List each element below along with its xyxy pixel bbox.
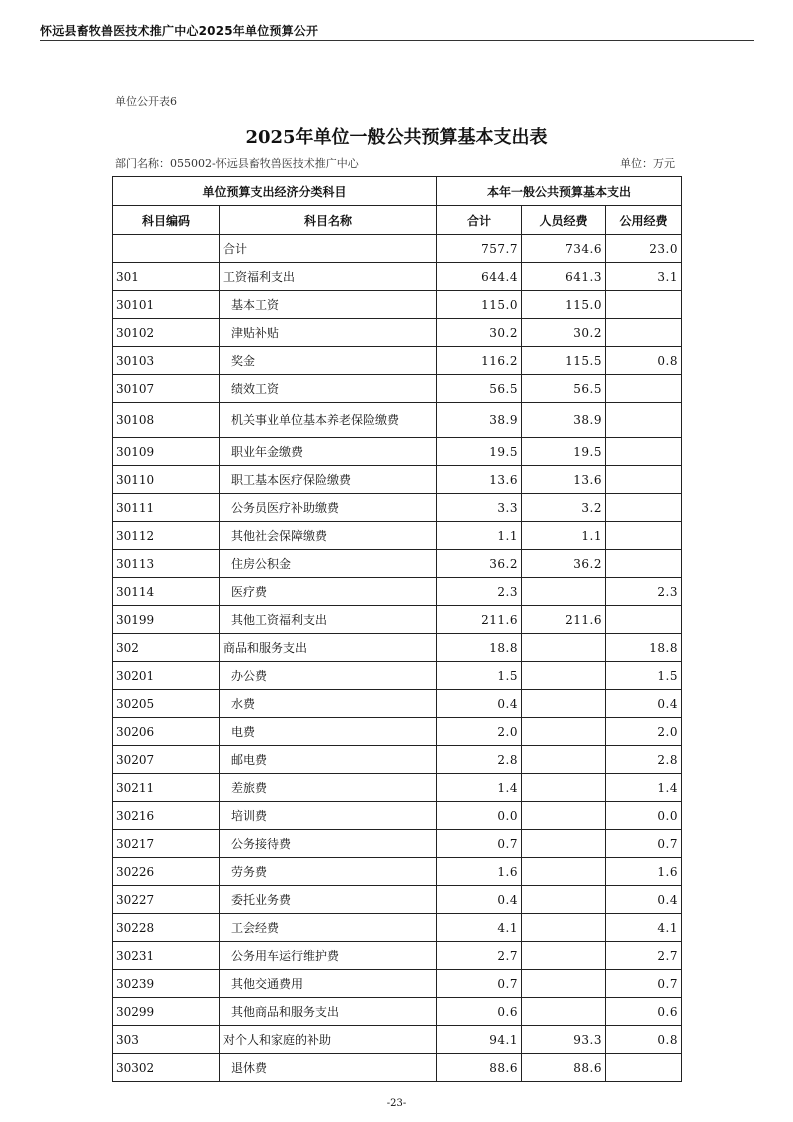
cell-name xyxy=(220,802,437,830)
cell-personnel: 30.2 xyxy=(522,319,606,347)
cell-name xyxy=(220,375,437,403)
table-row xyxy=(113,438,682,466)
cell-code: 30199 xyxy=(113,606,220,634)
cell-name xyxy=(220,522,437,550)
cell-public xyxy=(606,494,682,522)
table-row xyxy=(113,634,682,662)
cell-code: 30206 xyxy=(113,718,220,746)
cell-public xyxy=(606,291,682,319)
cell-public: 0.8 xyxy=(606,347,682,375)
table-row xyxy=(113,550,682,578)
cell-public: 3.1 xyxy=(606,263,682,291)
cell-code: 30113 xyxy=(113,550,220,578)
cell-personnel: 38.9 xyxy=(522,403,606,438)
cell-public: 23.0 xyxy=(606,235,682,263)
cell-personnel: 211.6 xyxy=(522,606,606,634)
table-row xyxy=(113,886,682,914)
cell-name-text: 住房公积金 xyxy=(231,556,292,571)
table-body xyxy=(113,235,682,1082)
cell-public: 0.4 xyxy=(606,886,682,914)
cell-personnel xyxy=(522,634,606,662)
column-header-code: 科目编码 xyxy=(113,206,220,235)
page-number: -23- xyxy=(386,1098,407,1109)
header-title: 怀远县畜牧兽医技术推广中心2025年单位预算公开 xyxy=(40,24,319,38)
cell-personnel xyxy=(522,802,606,830)
cell-code: 30299 xyxy=(113,998,220,1026)
cell-name xyxy=(220,403,437,438)
cell-total: 1.4 xyxy=(437,774,522,802)
cell-personnel xyxy=(522,830,606,858)
cell-total: 0.4 xyxy=(437,886,522,914)
cell-public: 0.7 xyxy=(606,970,682,998)
table-row xyxy=(113,466,682,494)
cell-public xyxy=(606,522,682,550)
cell-personnel: 56.5 xyxy=(522,375,606,403)
cell-total: 0.7 xyxy=(437,970,522,998)
cell-name xyxy=(220,914,437,942)
cell-personnel xyxy=(522,942,606,970)
cell-code: 30114 xyxy=(113,578,220,606)
table-row xyxy=(113,970,682,998)
cell-name-text: 电费 xyxy=(231,724,256,739)
cell-code: 30227 xyxy=(113,886,220,914)
cell-code xyxy=(113,235,220,263)
cell-code: 30110 xyxy=(113,466,220,494)
cell-total: 3.3 xyxy=(437,494,522,522)
table-row xyxy=(113,606,682,634)
cell-public xyxy=(606,1054,682,1082)
cell-total: 2.3 xyxy=(437,578,522,606)
cell-public xyxy=(606,466,682,494)
table-row xyxy=(113,662,682,690)
cell-code: 30302 xyxy=(113,1054,220,1082)
table-row xyxy=(113,690,682,718)
cell-code: 30207 xyxy=(113,746,220,774)
table-number: 单位公开表6 xyxy=(115,95,177,108)
cell-public xyxy=(606,375,682,403)
column-header-personnel: 人员经费 xyxy=(522,206,606,235)
cell-public: 1.5 xyxy=(606,662,682,690)
group-header-expenditure: 本年一般公共预算基本支出 xyxy=(437,177,682,206)
cell-name: 对个人和家庭的补助 xyxy=(220,1026,437,1054)
cell-public xyxy=(606,319,682,347)
cell-total: 4.1 xyxy=(437,914,522,942)
cell-name-text: 培训费 xyxy=(231,808,268,823)
table-row xyxy=(113,347,682,375)
header-divider xyxy=(40,40,754,41)
cell-name: 商品和服务支出 xyxy=(220,634,437,662)
table-row xyxy=(113,998,682,1026)
budget-table xyxy=(112,176,682,1082)
cell-personnel xyxy=(522,662,606,690)
cell-name-text: 职业年金缴费 xyxy=(231,444,304,459)
cell-name-text: 办公费 xyxy=(231,668,268,683)
table-row xyxy=(113,802,682,830)
cell-name xyxy=(220,886,437,914)
cell-name-text: 工会经费 xyxy=(231,920,280,935)
cell-name-text: 医疗费 xyxy=(231,584,268,599)
cell-total: 38.9 xyxy=(437,403,522,438)
table-row xyxy=(113,1054,682,1082)
table-row xyxy=(113,263,682,291)
table-row xyxy=(113,291,682,319)
cell-total: 1.6 xyxy=(437,858,522,886)
cell-personnel xyxy=(522,970,606,998)
cell-name-text: 公务接待费 xyxy=(231,836,292,851)
cell-name-text: 委托业务费 xyxy=(231,892,292,907)
cell-public: 0.7 xyxy=(606,830,682,858)
cell-total: 211.6 xyxy=(437,606,522,634)
department-name: 部门名称：055002-怀远县畜牧兽医技术推广中心 xyxy=(115,157,359,170)
cell-personnel: 13.6 xyxy=(522,466,606,494)
table-row xyxy=(113,235,682,263)
table-row xyxy=(113,319,682,347)
cell-public xyxy=(606,438,682,466)
cell-name xyxy=(220,494,437,522)
cell-name xyxy=(220,746,437,774)
cell-public: 0.6 xyxy=(606,998,682,1026)
cell-total: 0.4 xyxy=(437,690,522,718)
cell-code: 30226 xyxy=(113,858,220,886)
cell-name-text: 邮电费 xyxy=(231,752,268,767)
unit-label: 单位：万元 xyxy=(620,157,675,170)
cell-total: 88.6 xyxy=(437,1054,522,1082)
cell-name xyxy=(220,998,437,1026)
cell-name xyxy=(220,291,437,319)
cell-public: 2.8 xyxy=(606,746,682,774)
cell-total: 56.5 xyxy=(437,375,522,403)
cell-personnel: 93.3 xyxy=(522,1026,606,1054)
cell-public: 4.1 xyxy=(606,914,682,942)
cell-name-text: 其他工资福利支出 xyxy=(231,612,328,627)
table-row xyxy=(113,522,682,550)
table-row xyxy=(113,830,682,858)
cell-total: 2.0 xyxy=(437,718,522,746)
cell-code: 30103 xyxy=(113,347,220,375)
cell-public: 2.0 xyxy=(606,718,682,746)
cell-total: 0.7 xyxy=(437,830,522,858)
cell-personnel xyxy=(522,858,606,886)
cell-name xyxy=(220,319,437,347)
cell-code: 30231 xyxy=(113,942,220,970)
cell-personnel xyxy=(522,718,606,746)
cell-public: 18.8 xyxy=(606,634,682,662)
cell-code: 30109 xyxy=(113,438,220,466)
cell-code: 30239 xyxy=(113,970,220,998)
cell-name xyxy=(220,578,437,606)
cell-total: 2.7 xyxy=(437,942,522,970)
cell-personnel: 115.5 xyxy=(522,347,606,375)
cell-personnel: 19.5 xyxy=(522,438,606,466)
cell-name xyxy=(220,690,437,718)
cell-name xyxy=(220,942,437,970)
cell-name xyxy=(220,858,437,886)
cell-public: 0.8 xyxy=(606,1026,682,1054)
cell-total: 0.6 xyxy=(437,998,522,1026)
table-row xyxy=(113,375,682,403)
cell-code: 30205 xyxy=(113,690,220,718)
cell-total: 115.0 xyxy=(437,291,522,319)
cell-public: 1.6 xyxy=(606,858,682,886)
cell-personnel xyxy=(522,746,606,774)
cell-name: 合计 xyxy=(220,235,437,263)
cell-personnel: 3.2 xyxy=(522,494,606,522)
cell-code: 30217 xyxy=(113,830,220,858)
cell-name-text: 基本工资 xyxy=(231,297,280,312)
table-row xyxy=(113,746,682,774)
cell-name-text: 职工基本医疗保险缴费 xyxy=(231,472,352,487)
cell-personnel: 734.6 xyxy=(522,235,606,263)
page-title: 2025年单位一般公共预算基本支出表 xyxy=(245,127,548,148)
cell-total: 94.1 xyxy=(437,1026,522,1054)
table-row xyxy=(113,718,682,746)
cell-name-text: 其他交通费用 xyxy=(231,976,304,991)
table-row xyxy=(113,494,682,522)
cell-personnel xyxy=(522,578,606,606)
cell-name-text: 公务用车运行维护费 xyxy=(231,948,340,963)
cell-code: 30201 xyxy=(113,662,220,690)
cell-total: 644.4 xyxy=(437,263,522,291)
cell-total: 2.8 xyxy=(437,746,522,774)
cell-personnel xyxy=(522,774,606,802)
cell-public xyxy=(606,606,682,634)
cell-total: 30.2 xyxy=(437,319,522,347)
cell-name xyxy=(220,347,437,375)
cell-total: 19.5 xyxy=(437,438,522,466)
cell-name-text: 公务员医疗补助缴费 xyxy=(231,500,340,515)
group-header-classification: 单位预算支出经济分类科目 xyxy=(113,177,437,206)
cell-code: 30112 xyxy=(113,522,220,550)
cell-public: 0.0 xyxy=(606,802,682,830)
column-header-name: 科目名称 xyxy=(220,206,437,235)
cell-personnel: 1.1 xyxy=(522,522,606,550)
table-row xyxy=(113,578,682,606)
cell-name xyxy=(220,550,437,578)
cell-total: 757.7 xyxy=(437,235,522,263)
cell-public: 2.7 xyxy=(606,942,682,970)
cell-name xyxy=(220,774,437,802)
cell-code: 30101 xyxy=(113,291,220,319)
cell-code: 30102 xyxy=(113,319,220,347)
cell-name xyxy=(220,1054,437,1082)
cell-public: 0.4 xyxy=(606,690,682,718)
cell-public: 2.3 xyxy=(606,578,682,606)
table-row xyxy=(113,942,682,970)
cell-total: 0.0 xyxy=(437,802,522,830)
cell-personnel: 36.2 xyxy=(522,550,606,578)
cell-total: 13.6 xyxy=(437,466,522,494)
cell-name xyxy=(220,438,437,466)
cell-name xyxy=(220,718,437,746)
cell-personnel xyxy=(522,690,606,718)
cell-code: 302 xyxy=(113,634,220,662)
cell-name-text: 水费 xyxy=(231,696,256,711)
cell-total: 36.2 xyxy=(437,550,522,578)
table-row xyxy=(113,403,682,438)
cell-public: 1.4 xyxy=(606,774,682,802)
cell-code: 30108 xyxy=(113,403,220,438)
cell-code: 30111 xyxy=(113,494,220,522)
cell-total: 116.2 xyxy=(437,347,522,375)
table-row xyxy=(113,858,682,886)
table-row xyxy=(113,1026,682,1054)
cell-code: 30107 xyxy=(113,375,220,403)
cell-name-text: 劳务费 xyxy=(231,864,268,879)
cell-name-text: 机关事业单位基本养老保险缴费 xyxy=(231,413,400,427)
cell-personnel: 641.3 xyxy=(522,263,606,291)
cell-name xyxy=(220,662,437,690)
cell-name xyxy=(220,466,437,494)
cell-personnel: 88.6 xyxy=(522,1054,606,1082)
cell-code: 30216 xyxy=(113,802,220,830)
cell-code: 303 xyxy=(113,1026,220,1054)
cell-code: 301 xyxy=(113,263,220,291)
cell-name xyxy=(220,970,437,998)
column-header-public: 公用经费 xyxy=(606,206,682,235)
cell-name-text: 差旅费 xyxy=(231,780,268,795)
cell-name-text: 绩效工资 xyxy=(231,381,280,396)
cell-name xyxy=(220,606,437,634)
cell-name-text: 退休费 xyxy=(231,1060,268,1075)
table-row xyxy=(113,914,682,942)
cell-personnel xyxy=(522,914,606,942)
cell-personnel xyxy=(522,886,606,914)
cell-code: 30228 xyxy=(113,914,220,942)
cell-public xyxy=(606,550,682,578)
cell-name xyxy=(220,830,437,858)
cell-personnel xyxy=(522,998,606,1026)
cell-name-text: 津贴补贴 xyxy=(231,325,280,340)
cell-total: 1.1 xyxy=(437,522,522,550)
table-row xyxy=(113,774,682,802)
cell-total: 18.8 xyxy=(437,634,522,662)
cell-personnel: 115.0 xyxy=(522,291,606,319)
cell-public xyxy=(606,403,682,438)
cell-name-text: 奖金 xyxy=(231,353,256,368)
column-header-total: 合计 xyxy=(437,206,522,235)
cell-name: 工资福利支出 xyxy=(220,263,437,291)
cell-name-text: 其他社会保障缴费 xyxy=(231,528,328,543)
cell-name-text: 其他商品和服务支出 xyxy=(231,1004,340,1019)
cell-total: 1.5 xyxy=(437,662,522,690)
cell-code: 30211 xyxy=(113,774,220,802)
